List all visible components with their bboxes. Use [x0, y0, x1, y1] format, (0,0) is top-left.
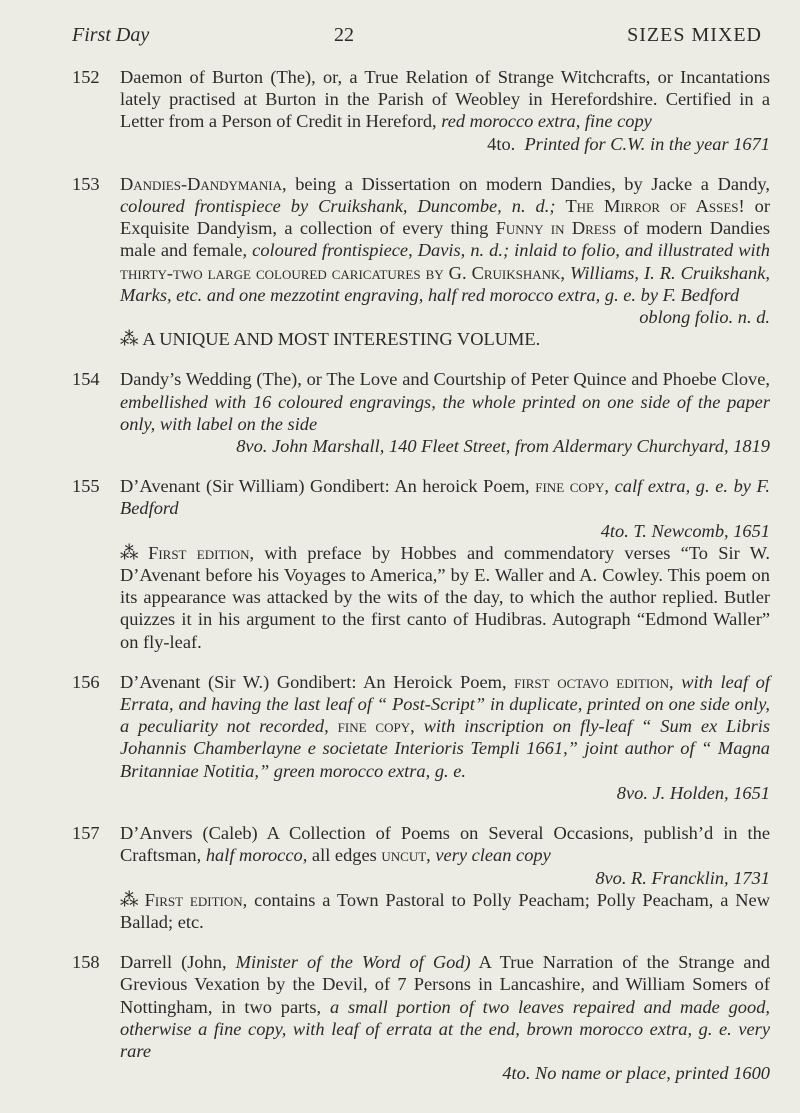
lot-number: 154 — [72, 369, 100, 390]
lot-number: 152 — [72, 67, 100, 87]
lot-text: with inscription on fly-leaf “ Sum ex Libris Johannis Chamberlayne e societate Interioris Templi 1661,” joint author of “ Magna Britanniae Notitia,” green morocco extra, g. e. — [120, 716, 771, 781]
lot-condition: very clean copy — [435, 845, 551, 866]
lot-imprint — [120, 133, 770, 155]
lot-entry — [72, 173, 770, 351]
lot-entry — [72, 822, 770, 933]
lot-condition: fine copy, — [337, 716, 415, 737]
lot-edition: First edition, — [148, 542, 255, 563]
lot-note-text: contains a Town Pastoral to Polly Peacham; Polly Peacham, a New Ballad; etc. — [120, 889, 770, 932]
asterism-icon: ⁂ — [120, 542, 145, 563]
lot-title: D’Avenant (Sir William) Gondibert: An heroick Poem, — [120, 476, 530, 497]
lot-entry — [72, 368, 770, 457]
lot-description — [120, 671, 770, 782]
asterism-icon: ⁂ — [120, 329, 139, 350]
lot-text: A True Narration of the Strange and Grevious Vexation by the Devil, of 7 Persons in Lancashire, and William Somers of Nottingham, in two parts, — [120, 952, 770, 1017]
lot-title: Dandy’s Wedding (The), or The Love and Courtship of Peter Quince and Phoebe Clove, — [120, 369, 770, 390]
lot-text: of modern Dandies male and female, — [120, 218, 770, 261]
lot-note — [120, 889, 770, 933]
lot-description — [120, 173, 770, 306]
lot-description — [120, 66, 770, 133]
lot-edges: all edges — [311, 845, 377, 866]
lot-title: D’Anvers (Caleb) A Collection of Poems on Several Occasions, publish’d in the Craftsman, — [120, 823, 770, 866]
lot-imprint: 4to. T. Newcomb, 1651 — [600, 520, 770, 541]
lot-uncut: uncut, — [381, 845, 431, 866]
lot-list — [72, 66, 770, 1102]
lot-imprint: 8vo. R. Francklin, 1731 — [595, 867, 770, 888]
lot-imprint: oblong folio. n. d. — [639, 307, 770, 328]
lot-edition: first octavo edition, — [514, 671, 674, 692]
header-left: First Day — [72, 24, 150, 46]
header-right: SIZES MIXED — [627, 24, 762, 46]
lot-title: Dandies-Dandymania, — [120, 173, 287, 194]
lot-text: with leaf of Errata, and having the last leaf of “ Post-Script” in duplicate, printed on one side only, a peculiarity not recorded, — [120, 671, 770, 737]
lot-number: 157 — [72, 823, 100, 844]
lot-text: Funny in Dress — [495, 218, 617, 239]
lot-binding: half morocco, — [205, 845, 308, 866]
lot-binding: red morocco extra, fine copy — [441, 111, 652, 132]
lot-condition: fine copy, — [535, 476, 610, 497]
lot-number: 158 — [72, 952, 100, 973]
lot-entry — [72, 66, 770, 155]
lot-number: 153 — [72, 173, 100, 194]
lot-note-text: with preface by Hobbes and commendatory verses “To Sir W. D’Avenant before his Voyages to America,” by E. Waller and A. Cowley. This poem on its appearance was attacked by the wits of the day, to which the author replied. Butler quizzes it in his argument to the first canto of Hudibras. Autograph “Edmond Waller” on fly-leaf. — [120, 542, 770, 652]
lot-note-text: A UNIQUE AND MOST INTERESTING VOLUME. — [142, 329, 541, 350]
lot-imprint: 8vo. John Marshall, 140 Fleet Street, from Aldermary Churchyard, 1819 — [236, 436, 770, 457]
lot-text: thirty-two large coloured caricatures by G. Cruikshank, — [120, 262, 565, 283]
lot-number: 156 — [72, 671, 100, 692]
lot-binding: calf extra, g. e. by F. Bedford — [120, 476, 770, 519]
lot-text: coloured frontispiece by Cruikshank, Duncombe, n. d.; — [120, 196, 556, 217]
lot-text: coloured frontispiece, Davis, n. d.; inlaid to folio, and illustrated with — [252, 240, 770, 261]
lot-entry — [72, 671, 770, 804]
lot-description — [120, 951, 770, 1062]
lot-text: The Mirror of Asses! — [565, 196, 745, 217]
lot-description — [120, 822, 770, 866]
lot-binding: embellished with 16 coloured engravings, the whole printed on one side of the paper only, with label on the side — [120, 391, 770, 434]
lot-description — [120, 475, 770, 519]
lot-author-role: Minister of the Word of God) — [235, 952, 471, 973]
lot-entry — [72, 951, 770, 1084]
lot-text: Williams, I. R. Cruikshank, Marks, etc. and one mezzotint engraving, half red morocco extra, g. e. by F. Bedford — [120, 262, 770, 305]
lot-imprint-text: Printed for C.W. in the year 1671 — [524, 133, 770, 154]
lot-binding: a small portion of two leaves repaired and made good, otherwise a fine copy, with leaf of errata at the end, brown morocco extra, g. e. very rare — [120, 996, 770, 1061]
lot-title: Darrell (John, — [120, 952, 227, 973]
page-number: 22 — [334, 24, 354, 46]
lot-entry — [72, 475, 770, 653]
asterism-icon: ⁂ — [120, 889, 141, 910]
lot-title-rest: being a Dissertation on modern Dandies, by Jacke a Dandy, — [295, 173, 770, 194]
lot-imprint: 4to. No name or place, printed 1600 — [502, 1063, 770, 1084]
lot-text: or Exquisite Dandyism, a collection of every thing — [120, 196, 770, 239]
lot-imprint: 8vo. J. Holden, 1651 — [616, 782, 770, 803]
lot-title: Daemon of Burton (The), or, a True Relation of Strange Witchcrafts, or Incantations lately practised at Burton in the Parish of Weobley in Herefordshire. Certified in a Letter from a Person of Credit in Hereford, — [120, 67, 770, 132]
lot-note — [120, 542, 770, 653]
lot-note — [120, 328, 770, 350]
lot-edition: First edition, — [144, 889, 248, 910]
lot-title: D’Avenant (Sir W.) Gondibert: An Heroick Poem, — [120, 671, 507, 692]
lot-description — [120, 368, 770, 435]
lot-size: 4to. — [487, 133, 516, 154]
page-header — [72, 24, 762, 54]
lot-number: 155 — [72, 476, 100, 497]
